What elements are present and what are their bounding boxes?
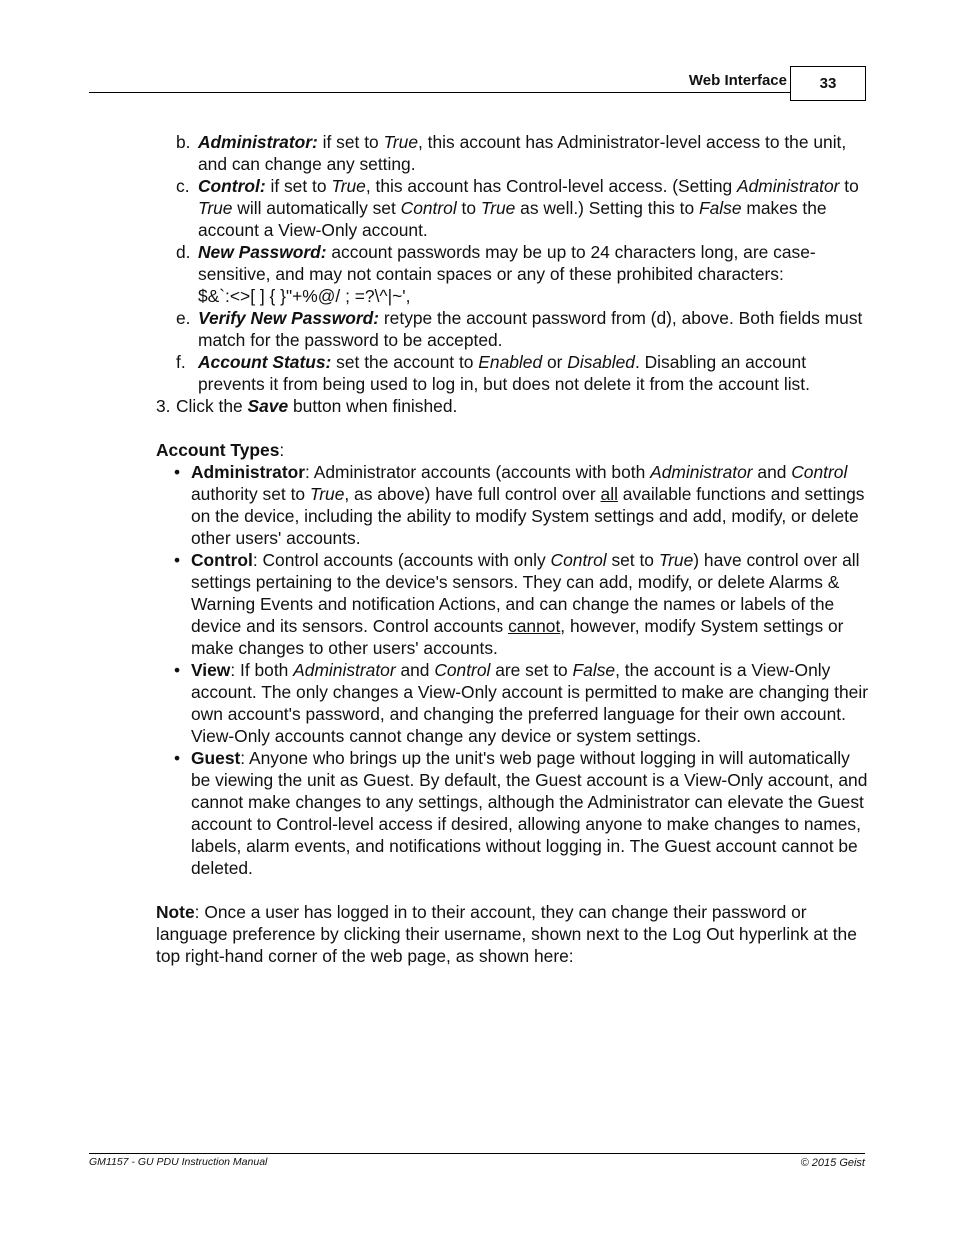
header-rule [89, 92, 791, 93]
term: Administrator [191, 462, 306, 482]
value: Control [434, 660, 491, 680]
text: and [752, 462, 792, 482]
text: if set to [265, 176, 332, 196]
bullet-control [156, 549, 868, 659]
list-item-new-password [156, 241, 868, 307]
text: and [395, 660, 435, 680]
text: or [542, 352, 568, 372]
underlined-text: cannot [508, 616, 561, 636]
bullet-icon: • [174, 660, 181, 680]
text: : [279, 440, 285, 460]
footer-manual-title: GM1157 - GU PDU Instruction Manual [89, 1156, 268, 1168]
text: makes the account a View-Only account. [198, 198, 827, 240]
text: button when finished. [288, 396, 458, 416]
value: Administrator [293, 660, 396, 680]
text: : Once a user has logged in to their account, they can change their password or language preference by clicking their username, shown next to the Log Out hyperlink at the top right-hand corner of the web page, as shown here: [156, 902, 857, 966]
value: Administrator [737, 176, 840, 196]
value: True [198, 198, 233, 218]
text: available functions and settings on the device, including the ability to modify System settings and add, modify, or delete other users' accounts. [191, 484, 865, 548]
term: Account Status: [198, 352, 332, 372]
text: ) have control over all settings pertaining to the device's sensors. They can add, modify, or delete Alarms & Warning Events and notification Actions, and can change the names or labels of the device and its sensors. Control accounts [191, 550, 860, 636]
term: Administrator: [198, 132, 318, 152]
text: set the account to [331, 352, 479, 372]
text: to [839, 176, 859, 196]
bullet-view [156, 659, 868, 747]
save-term: Save [247, 396, 289, 416]
text: : Administrator accounts (accounts with both [305, 462, 651, 482]
text: , this account has Control-level access. (Setting [365, 176, 738, 196]
text: , as above) have full control over [344, 484, 601, 504]
text: will automatically set [232, 198, 401, 218]
heading-text: Account Types [156, 440, 280, 460]
term: View [191, 660, 231, 680]
list-marker: c. [176, 176, 190, 196]
text: account passwords may be up to 24 characters long, are case-sensitive, and may not contain spaces or any of these prohibited characters: [198, 242, 816, 284]
value: Administrator [650, 462, 753, 482]
term: Control: [198, 176, 266, 196]
term: Guest [191, 748, 241, 768]
text: if set to [317, 132, 384, 152]
bullet-administrator [156, 461, 868, 549]
value: True [658, 550, 694, 570]
text: are set to [490, 660, 573, 680]
term: Verify New Password: [198, 308, 380, 328]
note-paragraph [156, 901, 868, 967]
list-marker: e. [176, 308, 191, 328]
note-term: Note [156, 902, 195, 922]
account-types-heading [156, 439, 868, 461]
underlined-text: all [600, 484, 618, 504]
footer-copyright: © 2015 Geist [800, 1157, 865, 1169]
text: retype the account password from (d), above. Both fields must match for the password to be accepted. [198, 308, 863, 350]
value: True [309, 484, 345, 504]
prohibited-characters: $&`:<>[ ] { }"+%@/ ; =?\^|~', [198, 286, 411, 306]
page-body [156, 131, 868, 967]
list-marker: b. [176, 132, 191, 152]
value: Control [550, 550, 607, 570]
text: : Anyone who brings up the unit's web page without logging in will automatically be viewing the unit as Guest. By default, the Guest account is a View-Only account, and cannot make changes to any settings, although the Administrator can elevate the Guest account to Control-level access if desired, allowing anyone to make changes to names, labels, alarm events, and notifications without logging in. The Guest account cannot be deleted. [191, 748, 868, 878]
list-marker: d. [176, 242, 191, 262]
text: authority set to [191, 484, 310, 504]
step-3 [156, 395, 868, 417]
term: New Password: [198, 242, 327, 262]
list-item-administrator-setting [156, 131, 868, 175]
value: False [572, 660, 616, 680]
text: as well.) Setting this to [515, 198, 699, 218]
value: True [383, 132, 419, 152]
list-item-verify-password [156, 307, 868, 351]
bullet-icon: • [174, 748, 181, 768]
value: Enabled [478, 352, 543, 372]
text: : Control accounts (accounts with only [252, 550, 551, 570]
value: Control [791, 462, 848, 482]
bullet-icon: • [174, 462, 181, 482]
text: set to [606, 550, 659, 570]
text: Click the [176, 396, 248, 416]
value: True [480, 198, 516, 218]
term: Control [191, 550, 253, 570]
text: , the account is a View-Only account. The only changes a View-Only account is permitted to make are changing their own account's password, and changing the preferred language for their own account. View-Only accounts cannot change any device or system settings. [191, 660, 869, 746]
text: : If both [230, 660, 294, 680]
value: Control [400, 198, 457, 218]
list-marker: 3. [156, 396, 171, 416]
text: , this account has Administrator-level access to the unit, and can change any setting. [198, 132, 847, 174]
value: Disabled [567, 352, 635, 372]
list-marker: f. [176, 352, 186, 372]
value: False [699, 198, 742, 218]
footer-rule [89, 1153, 865, 1154]
header-section-title: Web Interface [688, 72, 787, 89]
list-item-control-setting [156, 175, 868, 241]
text: to [456, 198, 481, 218]
page-number: 33 [790, 66, 866, 101]
bullet-guest [156, 747, 868, 879]
bullet-icon: • [174, 550, 181, 570]
text: , however, modify System settings or make changes to other users' accounts. [191, 616, 844, 658]
value: True [331, 176, 366, 196]
text: . Disabling an account prevents it from being used to log in, but does not delete it from the account list. [198, 352, 810, 394]
list-item-account-status [156, 351, 868, 395]
